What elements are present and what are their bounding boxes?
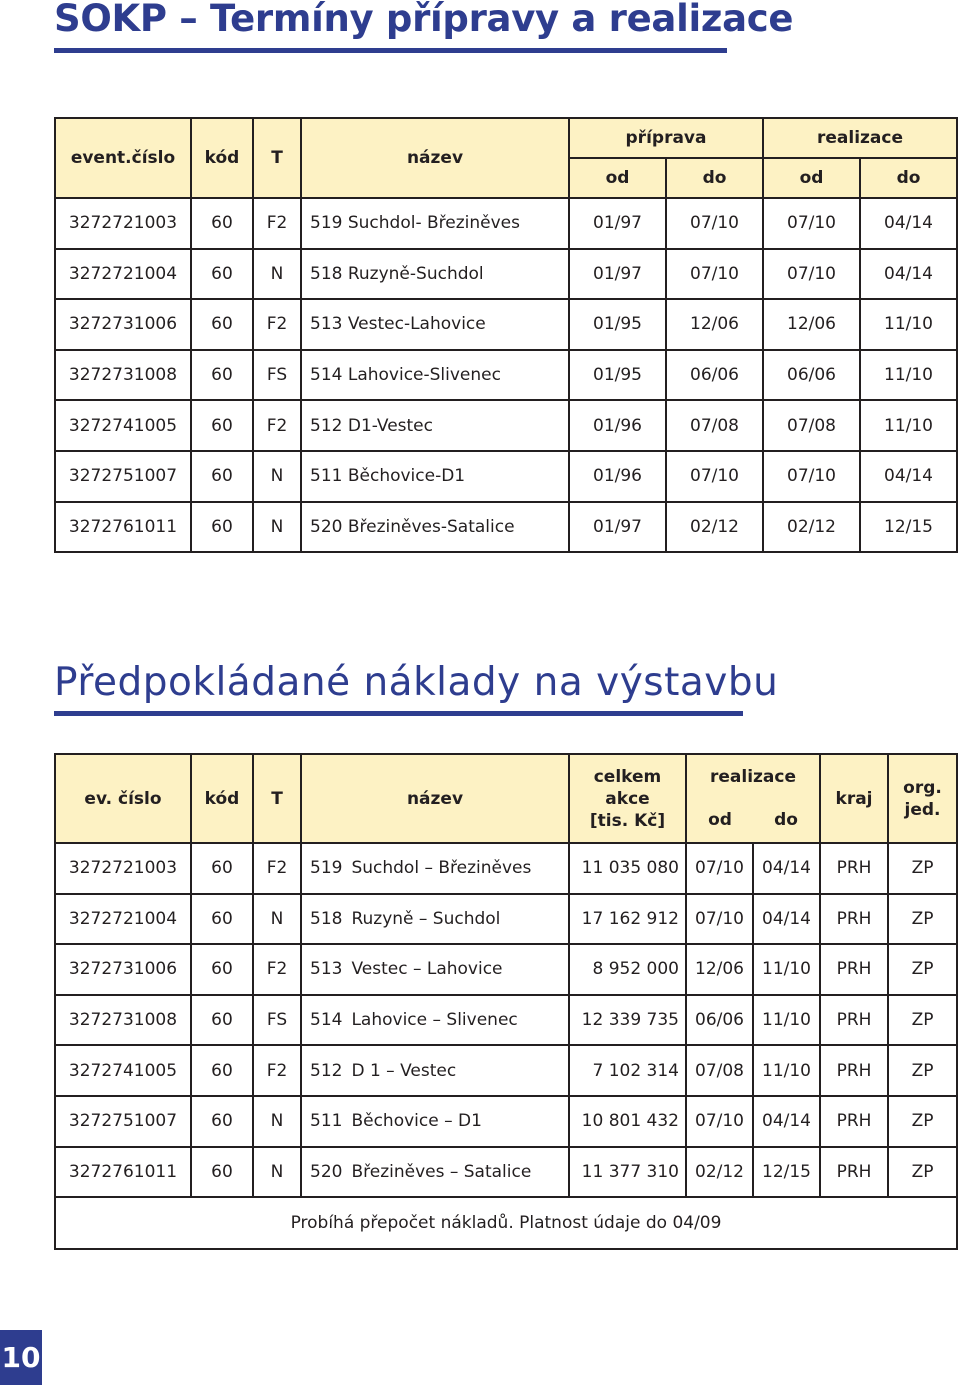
cell-priprava-od: 01/95 [569, 350, 666, 401]
cell-t: N [253, 1096, 301, 1147]
header-org-jed [888, 754, 957, 843]
cell-nazev: 519 Suchdol- Březiněves [301, 198, 569, 249]
cell-realizace-od: 12/06 [763, 299, 860, 350]
cell-ev-cislo: 3272731008 [55, 350, 191, 401]
cell-realizace-do: 11/10 [753, 995, 820, 1046]
cell-ev-cislo: 3272721004 [55, 894, 191, 945]
cell-celkem: 17 162 912 [569, 894, 686, 945]
header-celkem-line3: [tis. Kč] [589, 810, 666, 831]
cell-realizace-do: 11/10 [860, 299, 957, 350]
cell-t: N [253, 502, 301, 553]
cell-nazev-code: 519 [310, 858, 343, 879]
cell-realizace-od: 07/08 [686, 1045, 753, 1096]
cell-priprava-od: 01/96 [569, 400, 666, 451]
cell-t: N [253, 451, 301, 502]
cell-t: F2 [253, 299, 301, 350]
cell-kod: 60 [191, 894, 253, 945]
cell-t: F2 [253, 944, 301, 995]
cell-realizace-od: 06/06 [763, 350, 860, 401]
header-priprava: příprava [569, 118, 763, 158]
cell-realizace-do: 04/14 [860, 198, 957, 249]
cell-ev-cislo: 3272751007 [55, 1096, 191, 1147]
cell-org-jed: ZP [888, 1147, 957, 1198]
schedule-table [54, 117, 958, 553]
cell-t: FS [253, 350, 301, 401]
cell-realizace-od: 07/08 [763, 400, 860, 451]
cell-nazev-code: 513 [310, 959, 343, 980]
cell-priprava-od: 01/97 [569, 198, 666, 249]
cell-kod: 60 [191, 1147, 253, 1198]
header-celkem [569, 754, 686, 843]
cell-priprava-do: 07/10 [666, 198, 763, 249]
cell-kod: 60 [191, 350, 253, 401]
cell-kod: 60 [191, 502, 253, 553]
cell-kod: 60 [191, 1096, 253, 1147]
header-priprava-od: od [569, 158, 666, 198]
cell-org-jed: ZP [888, 944, 957, 995]
cell-celkem: 11 035 080 [569, 843, 686, 894]
cell-realizace-od: 07/10 [686, 1096, 753, 1147]
cell-ev-cislo: 3272721003 [55, 843, 191, 894]
cell-realizace-do: 12/15 [860, 502, 957, 553]
header-nazev: název [301, 118, 569, 198]
table-row [55, 995, 957, 1046]
page-title: SOKP – Termíny přípravy a realizace [54, 0, 794, 40]
cell-priprava-do: 06/06 [666, 350, 763, 401]
cell-ev-cislo: 3272721003 [55, 198, 191, 249]
cell-nazev-name: Suchdol – Březiněves [351, 858, 532, 879]
cell-ev-cislo: 3272721004 [55, 249, 191, 300]
cell-ev-cislo: 3272761011 [55, 1147, 191, 1198]
cell-kraj: PRH [820, 843, 888, 894]
header-realizace-label: realizace [710, 766, 797, 787]
cell-nazev-code: 514 [310, 1010, 343, 1031]
note-row [55, 1197, 957, 1249]
cell-kod: 60 [191, 249, 253, 300]
cell-kraj: PRH [820, 995, 888, 1046]
cell-t: F2 [253, 1045, 301, 1096]
header-ev-cislo: ev. číslo [55, 754, 191, 843]
cell-realizace-od: 07/10 [763, 198, 860, 249]
cell-ev-cislo: 3272731006 [55, 944, 191, 995]
cell-t: N [253, 894, 301, 945]
cell-priprava-do: 07/10 [666, 249, 763, 300]
table-row [55, 944, 957, 995]
cell-org-jed: ZP [888, 995, 957, 1046]
cell-kraj: PRH [820, 1045, 888, 1096]
cell-ev-cislo: 3272761011 [55, 502, 191, 553]
cell-kod: 60 [191, 451, 253, 502]
cell-ev-cislo: 3272741005 [55, 400, 191, 451]
table-row [55, 249, 957, 300]
cell-kod: 60 [191, 198, 253, 249]
cell-kod: 60 [191, 843, 253, 894]
header-realizace-do: do [860, 158, 957, 198]
cell-priprava-od: 01/96 [569, 451, 666, 502]
cell-realizace-do: 04/14 [753, 843, 820, 894]
title-underline [54, 48, 727, 53]
cell-nazev-code: 520 [310, 1161, 343, 1182]
cell-nazev [301, 1096, 569, 1147]
cell-org-jed: ZP [888, 1045, 957, 1096]
cell-realizace-od: 07/10 [763, 451, 860, 502]
cell-nazev: 514 Lahovice-Slivenec [301, 350, 569, 401]
cell-realizace-od: 06/06 [686, 995, 753, 1046]
cell-realizace-do: 04/14 [860, 249, 957, 300]
header-kraj: kraj [820, 754, 888, 843]
cell-nazev-code: 518 [310, 908, 343, 929]
cell-realizace-od: 12/06 [686, 944, 753, 995]
cell-realizace-do: 04/14 [753, 1096, 820, 1147]
cell-t: N [253, 1147, 301, 1198]
cell-nazev [301, 1045, 569, 1096]
cell-nazev-code: 512 [310, 1060, 343, 1081]
cell-celkem: 8 952 000 [569, 944, 686, 995]
cell-priprava-do: 07/10 [666, 451, 763, 502]
cell-kod: 60 [191, 944, 253, 995]
cell-kod: 60 [191, 1045, 253, 1096]
cell-kod: 60 [191, 299, 253, 350]
cell-t: FS [253, 995, 301, 1046]
header-realizace-od: od [763, 158, 860, 198]
cell-realizace-od: 07/10 [686, 843, 753, 894]
cell-realizace-od: 07/10 [763, 249, 860, 300]
cell-celkem: 10 801 432 [569, 1096, 686, 1147]
cell-kod: 60 [191, 995, 253, 1046]
cell-priprava-od: 01/97 [569, 249, 666, 300]
cell-realizace-od: 02/12 [763, 502, 860, 553]
cell-priprava-do: 07/08 [666, 400, 763, 451]
cell-kraj: PRH [820, 894, 888, 945]
header-realizace-od: od [708, 810, 732, 831]
cell-nazev: 511 Běchovice-D1 [301, 451, 569, 502]
cell-nazev: 520 Březiněves-Satalice [301, 502, 569, 553]
header-org-line2: jed. [904, 799, 941, 820]
cell-ev-cislo: 3272731008 [55, 995, 191, 1046]
header-org-line1: org. [903, 777, 942, 798]
cell-nazev [301, 995, 569, 1046]
cell-priprava-od: 01/97 [569, 502, 666, 553]
cell-nazev-name: Ruzyně – Suchdol [351, 908, 501, 929]
table-row [55, 350, 957, 401]
cell-org-jed: ZP [888, 1096, 957, 1147]
cell-t: F2 [253, 198, 301, 249]
table-row [55, 400, 957, 451]
cell-nazev [301, 894, 569, 945]
cell-ev-cislo: 3272731006 [55, 299, 191, 350]
cell-realizace-do: 04/14 [753, 894, 820, 945]
cell-nazev: 518 Ruzyně-Suchdol [301, 249, 569, 300]
cell-nazev-name: Běchovice – D1 [351, 1111, 482, 1132]
table-row [55, 502, 957, 553]
cell-nazev: 512 D1-Vestec [301, 400, 569, 451]
cost-note: Probíhá přepočet nákladů. Platnost údaje do 04/09 [55, 1197, 957, 1249]
cell-realizace-do: 11/10 [860, 350, 957, 401]
header-nazev: název [301, 754, 569, 843]
table-row [55, 1096, 957, 1147]
cell-t: F2 [253, 843, 301, 894]
cell-realizace-do: 11/10 [753, 1045, 820, 1096]
table-row [55, 894, 957, 945]
header-realizace: realizace [763, 118, 957, 158]
cell-realizace-do: 11/10 [753, 944, 820, 995]
header-kod: kód [191, 118, 253, 198]
cell-kraj: PRH [820, 1096, 888, 1147]
cell-priprava-od: 01/95 [569, 299, 666, 350]
table-row [55, 1045, 957, 1096]
header-celkem-line1: celkem [593, 766, 662, 787]
cell-nazev [301, 1147, 569, 1198]
cell-celkem: 12 339 735 [569, 995, 686, 1046]
cell-nazev-name: Březiněves – Satalice [351, 1161, 532, 1182]
header-realizace-do: do [774, 810, 798, 831]
header-t: T [253, 754, 301, 843]
header-celkem-line2: akce [605, 788, 650, 809]
table-row [55, 299, 957, 350]
section-title-underline [54, 711, 743, 716]
header-realizace [686, 754, 820, 843]
cell-t: F2 [253, 400, 301, 451]
cell-ev-cislo: 3272751007 [55, 451, 191, 502]
cell-realizace-do: 12/15 [753, 1147, 820, 1198]
cell-t: N [253, 249, 301, 300]
table-row [55, 451, 957, 502]
cell-kraj: PRH [820, 944, 888, 995]
cell-celkem: 11 377 310 [569, 1147, 686, 1198]
cell-nazev [301, 843, 569, 894]
cell-realizace-do: 11/10 [860, 400, 957, 451]
section-title-costs: Předpokládané náklady na výstavbu [54, 660, 779, 705]
header-kod: kód [191, 754, 253, 843]
costs-table [54, 753, 958, 1250]
table-row [55, 843, 957, 894]
cell-realizace-od: 02/12 [686, 1147, 753, 1198]
cell-realizace-od: 07/10 [686, 894, 753, 945]
cell-ev-cislo: 3272741005 [55, 1045, 191, 1096]
cell-nazev-code: 511 [310, 1111, 343, 1132]
table-row [55, 198, 957, 249]
header-t: T [253, 118, 301, 198]
cell-nazev-name: D 1 – Vestec [351, 1060, 457, 1081]
header-ev-cislo: event.číslo [55, 118, 191, 198]
cell-celkem: 7 102 314 [569, 1045, 686, 1096]
cell-nazev-name: Vestec – Lahovice [351, 959, 503, 980]
cell-nazev: 513 Vestec-Lahovice [301, 299, 569, 350]
cell-kod: 60 [191, 400, 253, 451]
cell-priprava-do: 02/12 [666, 502, 763, 553]
cell-org-jed: ZP [888, 843, 957, 894]
page-number: 10 [0, 1330, 42, 1385]
cell-kraj: PRH [820, 1147, 888, 1198]
cell-realizace-do: 04/14 [860, 451, 957, 502]
header-priprava-do: do [666, 158, 763, 198]
cell-nazev [301, 944, 569, 995]
cell-priprava-do: 12/06 [666, 299, 763, 350]
cell-nazev-name: Lahovice – Slivenec [351, 1010, 518, 1031]
table-row [55, 1147, 957, 1198]
cell-org-jed: ZP [888, 894, 957, 945]
